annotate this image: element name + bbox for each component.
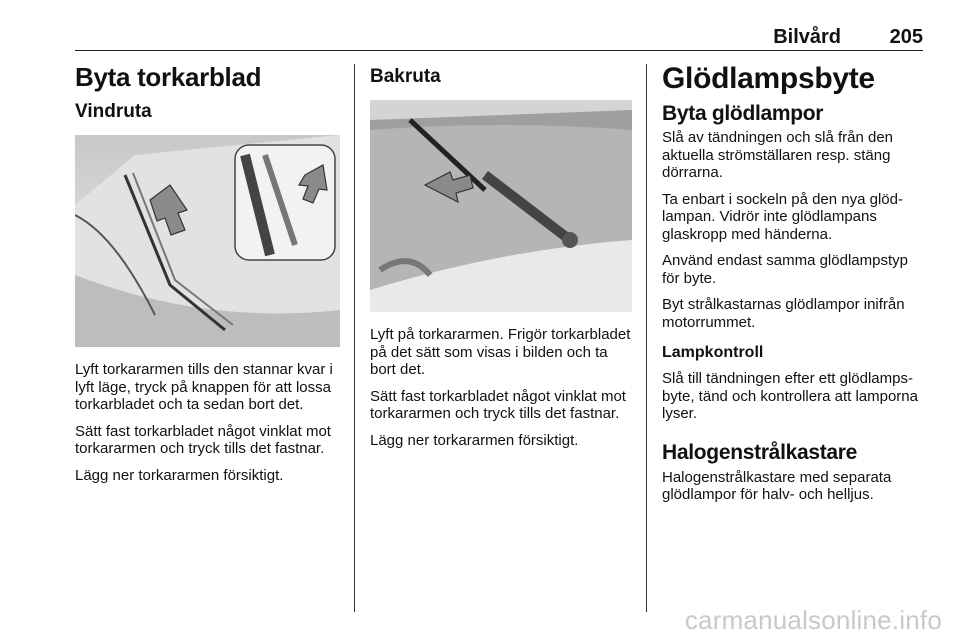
paragraph: Lyft på torkararmen. Frigör torkarbladet på det sätt som visas i bilden och ta bort det.: [370, 326, 631, 378]
lamp-check-text: Slå till tändningen efter ett glödlampsbyte, tänd och kontrollera att lamporna lyser.: [662, 370, 918, 422]
paragraph: Använd endast samma glödlampstyp för byte.: [662, 252, 908, 287]
column-bulb-change: [662, 62, 924, 513]
heading-halogen-headlamps: Halogenstrålkastare: [662, 440, 858, 464]
section-title: Bilvård: [773, 26, 841, 48]
heading-windscreen: Vindruta: [75, 101, 152, 122]
header-rule: [75, 50, 923, 51]
rear-window-instructions: [370, 326, 632, 449]
heading-change-wiper-blade: Byta torkarblad: [75, 62, 262, 92]
halogen-text: Halogenstrålkastare med separata glödlampor för halv- och helljus.: [662, 468, 892, 503]
paragraph: Lägg ner torkararmen försiktigt.: [75, 466, 284, 484]
heading-lamp-check: Lampkontroll: [662, 344, 764, 361]
page-header: [75, 26, 923, 50]
page-number: 205: [889, 26, 923, 48]
windscreen-wiper-illustration: [75, 135, 340, 347]
column-divider-1: [354, 64, 355, 612]
bulb-instructions: [662, 129, 924, 331]
heading-change-bulbs: Byta glödlampor: [662, 102, 824, 125]
paragraph: Slå av tändningen och slå från den aktuella strömställaren resp. stäng dörrarna.: [662, 129, 893, 181]
windscreen-instructions: [75, 361, 340, 484]
heading-rear-window: Bakruta: [370, 66, 441, 87]
watermark: carmanualsonline.info: [684, 605, 942, 635]
paragraph: Lägg ner torkararmen försiktigt.: [370, 431, 579, 449]
heading-bulb-change: Glödlampsbyte: [662, 62, 875, 95]
rear-wiper-drawing: [370, 100, 632, 312]
paragraph: Sätt fast torkarbladet något vinklat mot torkararmen och tryck tills det fastnar.: [370, 387, 626, 422]
paragraph: Sätt fast torkarbladet något vinklat mot torkararmen och tryck tills det fastnar.: [75, 422, 331, 457]
paragraph: Lyft torkararmen tills den stannar kvar i lyft läge, tryck på knappen för att lossa torkarbladet och ta sedan bort det.: [75, 361, 333, 413]
windscreen-wiper-drawing: [75, 135, 340, 347]
column-windscreen: [75, 62, 340, 493]
rear-wiper-illustration: [370, 100, 632, 312]
paragraph: Byt strålkastarnas glödlampor inifrån motorrummet.: [662, 296, 905, 331]
column-divider-2: [646, 64, 647, 612]
column-rear-window: [370, 62, 632, 458]
paragraph: Ta enbart i sockeln på den nya glödlampan. Vidrör inte glödlampans glaskropp med händerna.: [662, 190, 903, 243]
